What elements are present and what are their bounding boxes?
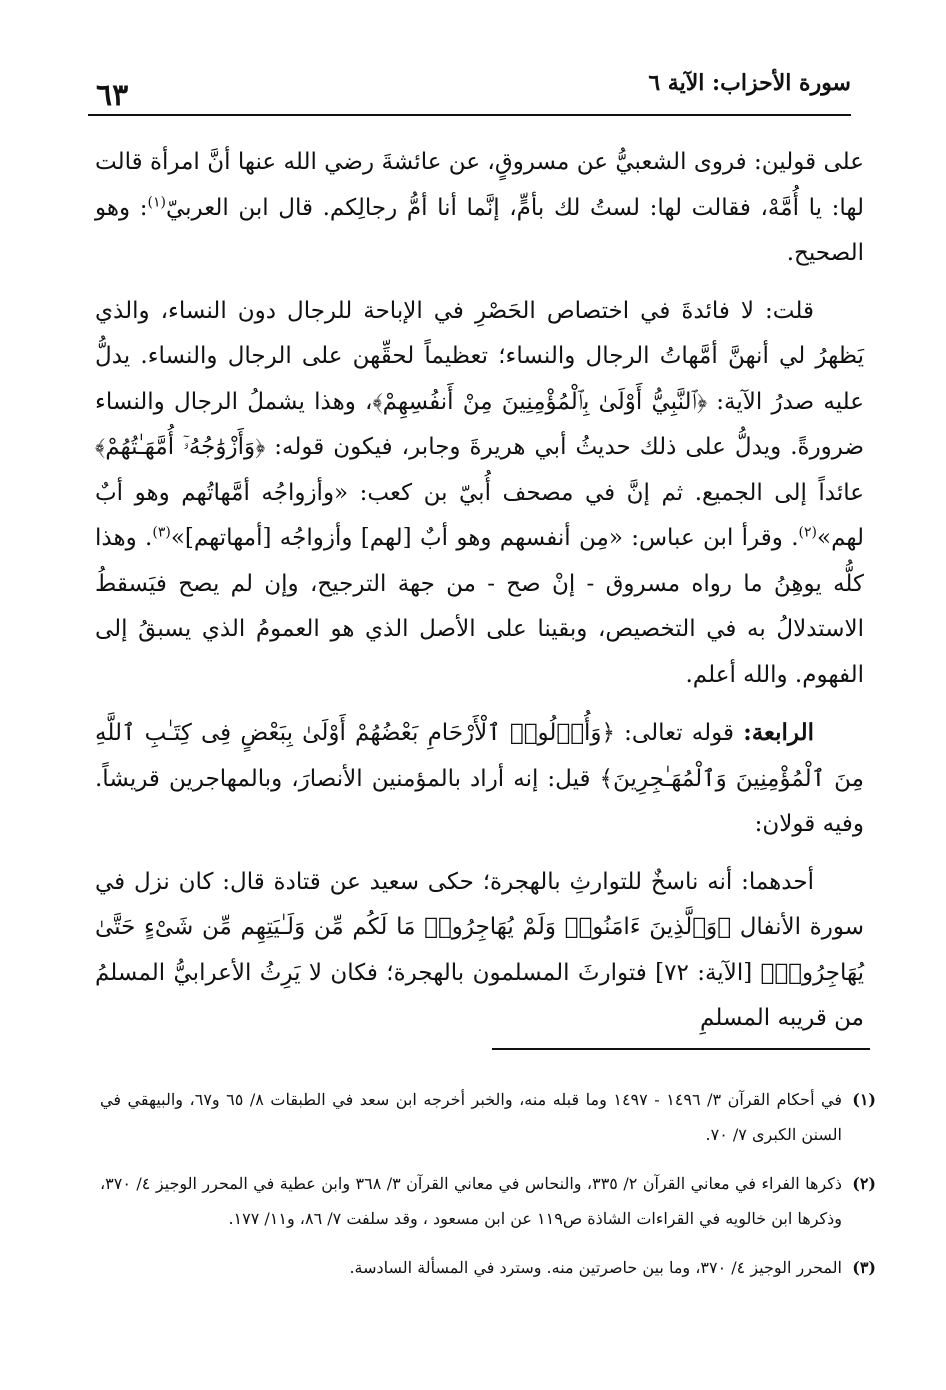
- paragraph-text: أحدهما: أنه ناسخٌ للتوارثِ بالهجرة؛ حكى سعيد عن قتادة قال: كان نزل في سورة الأنفال ﴿وَٱلَّذِينَ ءَامَنُوا۟ وَلَمْ يُهَاجِرُوا۟ مَا لَكُم مِّن وَلَـٰيَتِهِم مِّن شَىْءٍ حَتَّىٰ يُهَاجِرُوا۟﴾ [الآية: ٧٢] فتوارثَ المسلمون بالهجرة؛ فكان لا يَرِثُ الأعرابيُّ المسلمُ من قريبه المسلمِ: [95, 868, 864, 1031]
- paragraph: [95, 289, 864, 699]
- paragraph-text-after: : وهو الصحيح.: [95, 194, 864, 266]
- footnote-text: المحرر الوجيز ٤/ ٣٧٠، وما بين حاصرتين منه. وسترد في المسألة السادسة.: [349, 1258, 842, 1277]
- paragraph-text: قوله تعالى: ﴿وَأُو۟لُوا۟ ٱلْأَرْحَامِ بَعْضُهُمْ أَوْلَىٰ بِبَعْضٍ فِى كِتَـٰبِ ٱللَّهِ مِنَ ٱلْمُؤْمِنِينَ وَٱلْمُهَـٰجِرِينَ﴾ قيل: إنه أراد بالمؤمنين الأنصارَ، وبالمهاجرين قريشاً. وفيه قولان:: [95, 720, 864, 837]
- footnotes: [100, 1082, 876, 1299]
- paragraph: [95, 140, 864, 277]
- footnote-ref: (١): [147, 193, 166, 210]
- footnote-text: في أحكام القرآن ٣/ ١٤٩٦ - ١٤٩٧ وما قبله منه، والخبر أخرجه ابن سعد في الطبقات ٨/ ٦٥ و٦٧، والبيهقي في السنن الكبرى ٧/ ٧٠.: [100, 1090, 843, 1144]
- footnote: [100, 1166, 876, 1236]
- footnote-number: (٢): [852, 1174, 876, 1193]
- footnote: [100, 1082, 876, 1152]
- footnote-ref: (٣): [152, 524, 171, 541]
- footnote: [100, 1250, 876, 1285]
- footnote-number: (٣): [852, 1258, 876, 1277]
- footnote-ref: (٢): [798, 524, 817, 541]
- page-header: [88, 62, 851, 116]
- footnote-number: (١): [852, 1090, 876, 1109]
- paragraph-text: على قولين: فروى الشعبيُّ عن مسروقٍ، عن عائشةَ رضي الله عنها أنَّ امرأة قالت لها: يا أُمَّهْ، فقالت لها: لستُ لك بأمٍّ، إنَّما أنا أمُّ رجالِكم. قال ابن العربيّ: [95, 149, 864, 221]
- paragraph: [95, 860, 864, 1042]
- paragraph-text: قلت: لا فائدةَ في اختصاص الحَصْرِ في الإباحة للرجال دون النساء، والذي يَظهرُ لي أنهنَّ أمَّهاتُ الرجال والنساء؛ تعظيماً لحقِّهن على الرجال والنساء. يدلُّ عليه صدرُ الآية: ﴿ٱلنَّبِيُّ أَوْلَىٰ بِٱلْمُؤْمِنِينَ مِنْ أَنفُسِهِمْ﴾، وهذا يشملُ الرجال والنساء ضرورةً. ويدلُّ على ذلك حديثُ أبي هريرةَ وجابر، فيكون قوله: ﴿وَأَزْوَٰجُهُۥٓ أُمَّهَـٰتُهُمْ﴾ عائداً إلى الجميع. ثم إنَّ في مصحف أُبيّ بن كعب: «وأزواجُه أمَّهاتُهم وهو أبٌ لهم»: [95, 297, 864, 551]
- paragraph-text-after: .: [791, 525, 799, 551]
- running-head: سورة الأحزاب: الآية ٦: [648, 70, 851, 96]
- paragraph: [95, 710, 864, 848]
- section-lead: الرابعة:: [743, 719, 814, 746]
- page-number: ٦٣: [96, 78, 129, 113]
- paragraph-text: وقرأ ابن عباس: «مِن أنفسهم وهو أبٌ [لهم] وأزواجُه [أمهاتهم]»: [170, 525, 783, 551]
- paragraph-text-after: . وهذا كلُّه يوهِنُ ما رواه مسروق - إنْ صح - من جهة الترجيح، وإن لم يصح فيَسقطُ الاستدلالُ به في التخصيص، وبقينا على الأصل الذي هو العمومُ الذي يسبقُ إلى الفهوم. والله أعلم.: [95, 525, 864, 688]
- footnote-text: ذكرها الفراء في معاني القرآن ٢/ ٣٣٥، والنحاس في معاني القرآن ٣/ ٣٦٨ وابن عطية في المحرر الوجيز ٤/ ٣٧٠، وذكرها ابن خالويه في القراءات الشاذة ص١١٩ عن ابن مسعود ، وقد سلفت ٧/ ٨٦، و١١/ ١٧٧.: [100, 1174, 843, 1228]
- main-text: [95, 140, 864, 1054]
- footnote-divider: [492, 1048, 870, 1050]
